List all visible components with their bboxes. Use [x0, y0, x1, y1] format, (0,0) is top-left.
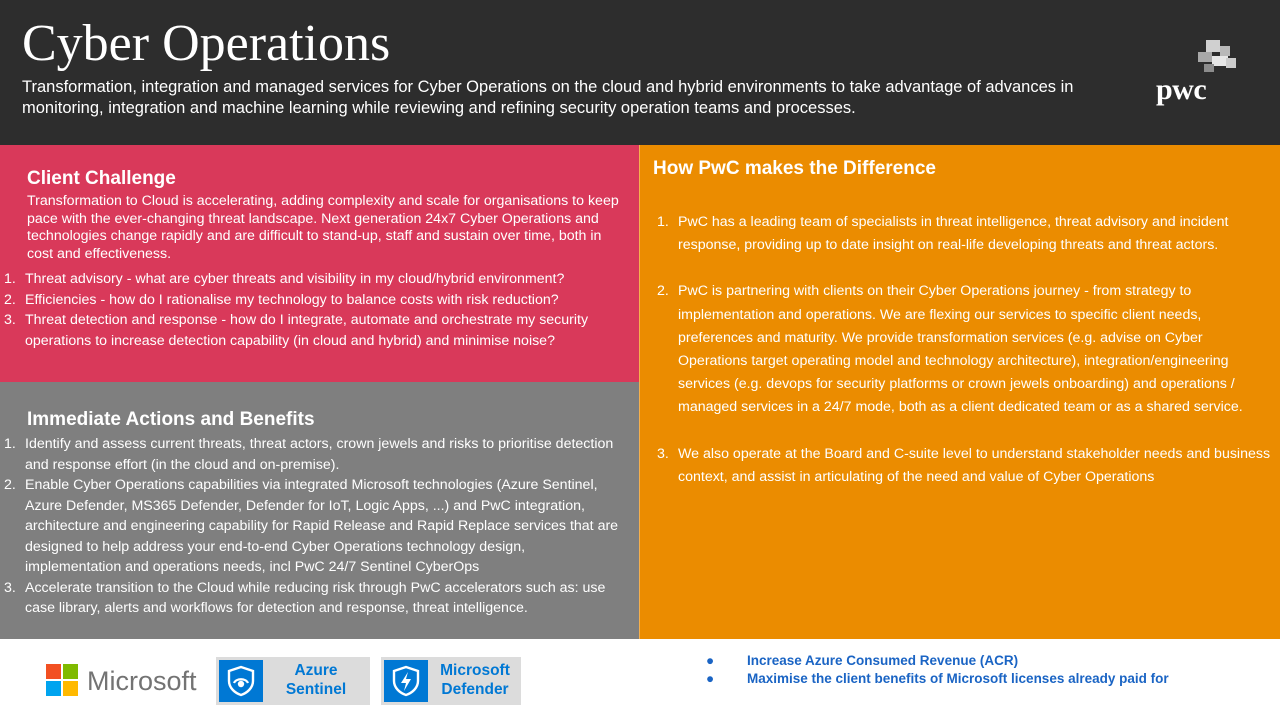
list-item [0, 290, 625, 311]
list-item [0, 310, 625, 351]
immediate-actions-list [0, 434, 625, 619]
difference-heading: How PwC makes the Difference [653, 158, 936, 179]
immediate-actions-heading: Immediate Actions and Benefits [27, 409, 315, 430]
microsoft-benefits-list [706, 652, 1169, 688]
azure-sentinel-label [266, 661, 366, 699]
page-subtitle: Transformation, integration and managed services for Cyber Operations on the cloud and hybrid environments to take advantage of advances in monitoring, integration and machine learning while reviewing and refining security operation teams and processes. [22, 78, 1074, 117]
list-item-text: Threat detection and response - how do I integrate, automate and orchestrate my security operations to increase detection capability (in cloud and hybrid) and minimise noise? [25, 312, 589, 349]
client-challenge-intro: Transformation to Cloud is accelerating, adding complexity and scale for organisations to keep pace with the ever-changing threat landscape. Next generation 24x7 Cyber Operations and technologies change rapidly and are difficult to stand-up, staff and sustain over time, both in cost and effectiveness. [27, 193, 619, 262]
microsoft-defender-label [431, 661, 519, 699]
list-number: 1. [4, 271, 16, 287]
product-name-line1: Microsoft [440, 662, 510, 679]
list-item-text: Efficiencies - how do I rationalise my technology to balance costs with risk reduction? [25, 291, 559, 308]
product-name-line2: Sentinel [285, 681, 347, 698]
list-number: 3. [4, 579, 16, 596]
list-item [0, 269, 625, 290]
list-item-text: Accelerate transition to the Cloud while reducing risk through PwC accelerators such as: use case library, alerts and workflows for detection and response, threat intelligence. [25, 579, 606, 616]
list-item-text: Identify and assess current threats, threat actors, crown jewels and risks to prioritise detection and response effort (in the cloud and on-premise). [25, 436, 614, 473]
immediate-actions-panel [0, 382, 639, 639]
list-item [653, 280, 1271, 419]
microsoft-wordmark: Microsoft [87, 666, 197, 696]
bullet-icon: ● [706, 671, 715, 686]
list-number: 3. [4, 312, 16, 328]
list-number: 2. [4, 477, 16, 493]
microsoft-defender-badge [381, 657, 521, 705]
list-item [0, 475, 625, 578]
pwc-logo [1150, 40, 1240, 110]
list-number: 1. [657, 214, 669, 230]
product-name-line1: Azure [294, 662, 338, 679]
header-banner [0, 0, 1280, 145]
azure-sentinel-badge [216, 657, 370, 705]
microsoft-logo-icon [46, 664, 79, 697]
page-title: Cyber Operations [22, 15, 391, 72]
difference-panel [639, 145, 1280, 639]
list-item [653, 443, 1271, 489]
list-item-text: PwC is partnering with clients on their Cyber Operations journey - from strategy to implementation and operations. We are flexing our services to specific client needs, preferences and maturity. We provide transformation services (e.g. advise on Cyber Operations target operating model and technology architecture), integration/engineering services (e.g. devops for security platforms or crown jewels onboarding) and operations / managed services in a 24/7 mode, both as a client dedicated team or as a shared service. [678, 283, 1243, 416]
client-challenge-heading: Client Challenge [27, 168, 176, 189]
list-item [0, 434, 625, 475]
list-item [653, 211, 1271, 257]
client-challenge-panel [0, 145, 639, 382]
list-item-text: PwC has a leading team of specialists in threat intelligence, threat advisory and incident response, providing up to date insight on real-life developing threats and threat actors. [678, 214, 1229, 254]
footer-logos [0, 639, 700, 720]
list-number: 2. [4, 291, 16, 308]
defender-shield-icon [384, 660, 428, 702]
benefit-text: Maximise the client benefits of Microsoft licenses already paid for [747, 671, 1169, 686]
sentinel-shield-icon [219, 660, 263, 702]
product-name-line2: Defender [441, 681, 509, 698]
list-number: 2. [657, 283, 669, 300]
list-item-text: We also operate at the Board and C-suite level to understand stakeholder needs and business context, and assist in articulating of the need and value of Cyber Operations [678, 445, 1271, 485]
bullet-icon: ● [706, 653, 715, 668]
list-item-text: Enable Cyber Operations capabilities via integrated Microsoft technologies (Azure Sentinel, Azure Defender, MS365 Defender, Defender for IoT, Logic Apps, ...) and PwC integration, architecture and engineering capability for Rapid Release and Rapid Replace services that are designed to help address your end-to-end Cyber Operations technology design, implementation and operations needs, incl PwC 24/7 Sentinel CyberOps [25, 477, 619, 575]
list-number: 3. [657, 445, 669, 462]
list-number: 1. [4, 436, 16, 452]
pwc-logo-text: pwc [1156, 73, 1207, 106]
list-item-text: Threat advisory - what are cyber threats and visibility in my cloud/hybrid environment? [25, 271, 565, 287]
benefit-text: Increase Azure Consumed Revenue (ACR) [747, 653, 1019, 668]
list-item [0, 578, 625, 619]
client-challenge-list [0, 269, 625, 351]
list-item [706, 670, 1169, 688]
list-item [706, 652, 1169, 670]
difference-list [653, 211, 1271, 512]
